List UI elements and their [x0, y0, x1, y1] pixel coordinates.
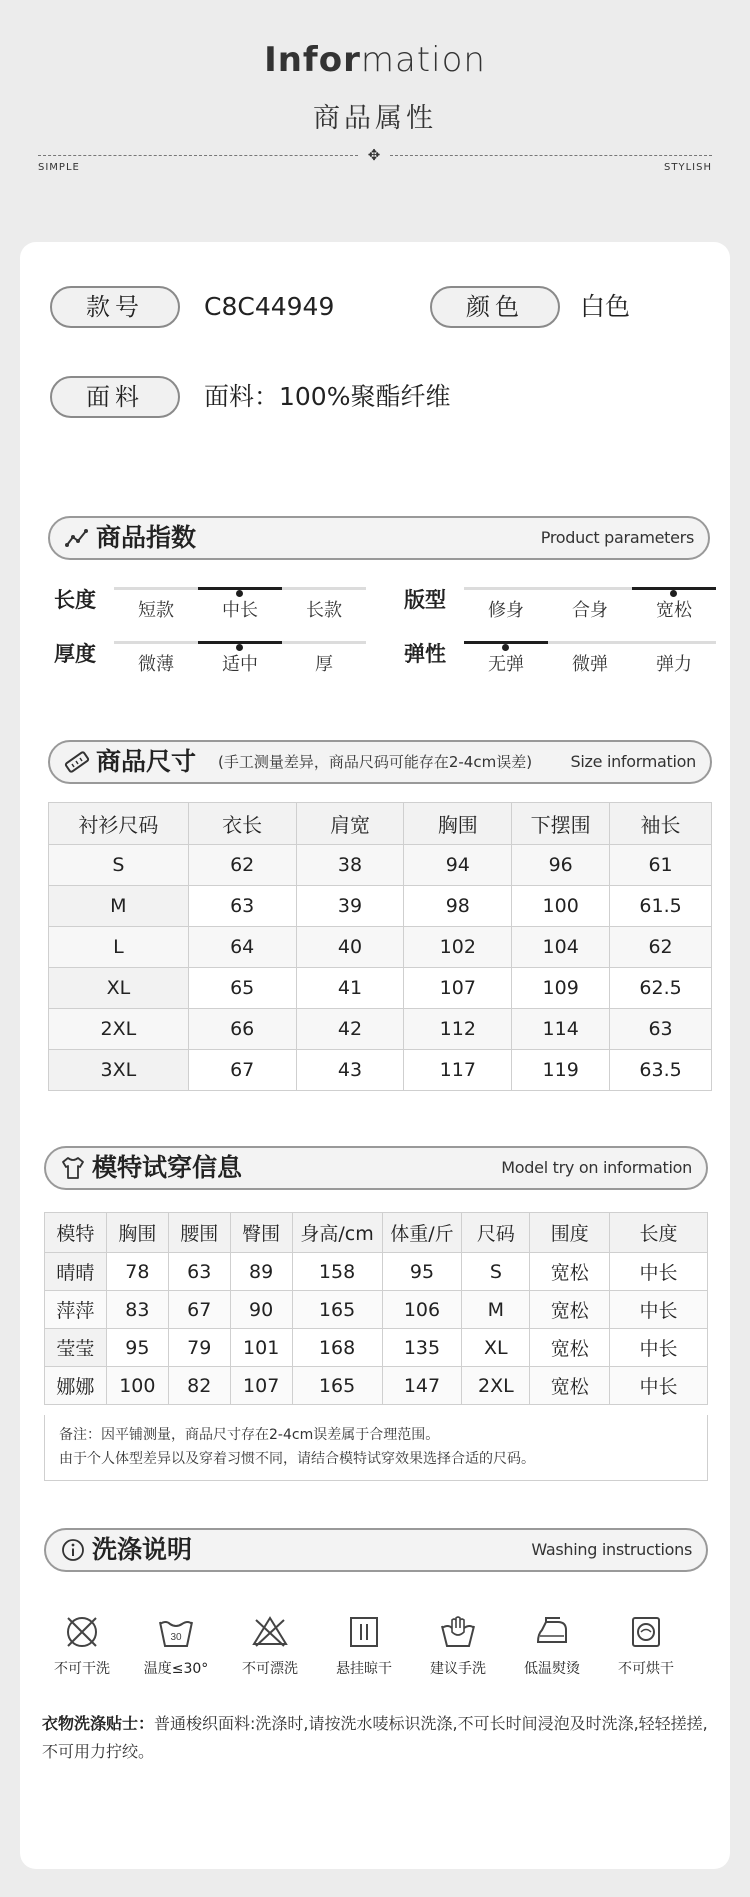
table-cell: 62: [610, 927, 712, 968]
index-option: 修身: [488, 600, 524, 621]
index-label: 弹性: [404, 642, 446, 666]
wash-label: 悬挂晾干: [336, 1661, 392, 1677]
table-header: 腰围: [168, 1213, 230, 1253]
table-cell: 90: [230, 1291, 292, 1329]
wash-tips: [42, 1710, 708, 1766]
size-info-note: (手工测量差异，商品尺码可能存在2-4cm误差): [218, 753, 533, 771]
style-no-label: 款号: [50, 286, 180, 328]
table-cell: 40: [296, 927, 404, 968]
table-row: [45, 1291, 708, 1329]
wash-label: 温度≤30°: [143, 1661, 209, 1677]
washing-header: [44, 1528, 708, 1572]
ruler-icon: [64, 749, 90, 775]
table-header: 长度: [610, 1213, 708, 1253]
model-info-title: 模特试穿信息: [92, 1153, 243, 1182]
table-cell: 67: [188, 1050, 296, 1091]
table-cell: 62: [188, 845, 296, 886]
table-header: 围度: [530, 1213, 610, 1253]
size-table: [48, 802, 712, 1091]
model-info-header: [44, 1146, 708, 1190]
info-icon: [60, 1537, 86, 1563]
table-cell: 101: [230, 1329, 292, 1367]
table-cell: 82: [168, 1367, 230, 1405]
wash-tips-label: 衣物洗涤贴士：: [42, 1714, 155, 1733]
index-label: 长度: [54, 588, 96, 612]
index-option: 合身: [572, 600, 608, 621]
table-cell: 89: [230, 1253, 292, 1291]
product-index-header: [48, 516, 710, 560]
table-cell: 106: [382, 1291, 462, 1329]
table-cell: 114: [512, 1009, 610, 1050]
index-option-selected: 无弹: [488, 654, 524, 675]
table-cell: 104: [512, 927, 610, 968]
index-option: 微弹: [572, 654, 608, 675]
wash-item: [230, 1612, 310, 1678]
table-cell: 135: [382, 1329, 462, 1367]
model-table: [44, 1212, 708, 1405]
table-cell: 96: [512, 845, 610, 886]
header-divider-left: [38, 155, 358, 156]
crosshair-icon: ✥: [367, 146, 381, 164]
washing-title: 洗涤说明: [92, 1535, 193, 1564]
shirt-icon: [60, 1155, 86, 1181]
table-cell: 66: [188, 1009, 296, 1050]
index-option: 长款: [306, 600, 342, 621]
table-cell: S: [462, 1253, 530, 1291]
table-cell: 64: [188, 927, 296, 968]
table-row: [49, 968, 712, 1009]
table-cell: M: [462, 1291, 530, 1329]
table-cell: S: [49, 845, 189, 886]
wash-30-icon: [156, 1612, 196, 1652]
size-info-header: [48, 740, 712, 784]
remark-line: 由于个人体型差异以及穿着习惯不同，请结合模特试穿效果选择合适的尺码。: [59, 1451, 535, 1467]
fabric-value: 面料：100%聚酯纤维: [204, 382, 451, 411]
wash-label: 建议手洗: [430, 1661, 486, 1677]
table-header-row: [49, 803, 712, 845]
index-label: 厚度: [54, 642, 96, 666]
table-cell: 100: [512, 886, 610, 927]
wash-temp-text: 30: [170, 1632, 182, 1643]
wash-item: [418, 1612, 498, 1678]
style-no-value: C8C44949: [204, 292, 335, 321]
table-cell: 95: [106, 1329, 168, 1367]
index-option-selected: 适中: [222, 654, 258, 675]
table-header: 胸围: [404, 803, 512, 845]
index-option: 厚: [315, 654, 333, 675]
table-header: 肩宽: [296, 803, 404, 845]
table-header: 臀围: [230, 1213, 292, 1253]
wash-label: 不可漂洗: [242, 1661, 298, 1677]
table-cell: 168: [292, 1329, 382, 1367]
table-cell: 39: [296, 886, 404, 927]
table-cell: XL: [462, 1329, 530, 1367]
no-dry-clean-icon: [62, 1612, 102, 1652]
trend-line-icon: [64, 525, 90, 551]
table-header: 模特: [45, 1213, 107, 1253]
wash-tips-text: 普通梭织面料:洗涤时,请按洗水唛标识洗涤,不可长时间浸泡及时洗涤,轻轻搓搓,不可用力拧绞。: [42, 1714, 708, 1761]
wash-label: 不可烘干: [618, 1661, 674, 1677]
header-divider-right: [390, 155, 712, 156]
table-cell: 萍萍: [45, 1291, 107, 1329]
table-cell: XL: [49, 968, 189, 1009]
table-cell: 98: [404, 886, 512, 927]
header-title: Information: [264, 40, 486, 80]
table-header: 衣长: [188, 803, 296, 845]
index-option-selected: 宽松: [656, 600, 692, 621]
table-cell: 100: [106, 1367, 168, 1405]
wash-item: [606, 1612, 686, 1678]
wash-item: [324, 1612, 404, 1678]
table-cell: 94: [404, 845, 512, 886]
table-header: 袖长: [610, 803, 712, 845]
table-cell: 宽松: [530, 1367, 610, 1405]
table-cell: 中长: [610, 1367, 708, 1405]
product-index-title: 商品指数: [96, 523, 197, 552]
table-cell: 119: [512, 1050, 610, 1091]
model-info-title-en: Model try on information: [501, 1158, 692, 1177]
table-cell: 158: [292, 1253, 382, 1291]
table-cell: 107: [230, 1367, 292, 1405]
size-info-title: 商品尺寸: [96, 747, 197, 776]
table-cell: 61: [610, 845, 712, 886]
table-cell: 宽松: [530, 1329, 610, 1367]
wash-item: [512, 1612, 592, 1678]
table-header: 衬衫尺码: [49, 803, 189, 845]
table-cell: 109: [512, 968, 610, 1009]
table-cell: 3XL: [49, 1050, 189, 1091]
table-cell: 宽松: [530, 1291, 610, 1329]
index-option-selected: 中长: [222, 600, 258, 621]
table-cell: 63: [188, 886, 296, 927]
model-remark: [44, 1415, 708, 1481]
size-info-title-en: Size information: [570, 752, 696, 771]
wash-label: 低温熨烫: [524, 1661, 580, 1677]
table-cell: 娜娜: [45, 1367, 107, 1405]
table-row: [49, 927, 712, 968]
table-row: [49, 1009, 712, 1050]
color-value: 白色: [580, 292, 631, 321]
table-cell: 112: [404, 1009, 512, 1050]
fabric-label: 面料: [50, 376, 180, 418]
table-row: [49, 845, 712, 886]
header-right-tag: STYLISH: [664, 162, 712, 173]
table-cell: 中长: [610, 1329, 708, 1367]
index-label: 版型: [404, 588, 446, 612]
wash-item: [136, 1612, 216, 1678]
table-cell: M: [49, 886, 189, 927]
no-tumble-dry-icon: [626, 1612, 666, 1652]
product-info-card: [20, 242, 730, 1869]
header-left-tag: SIMPLE: [38, 162, 80, 173]
table-cell: 165: [292, 1367, 382, 1405]
table-cell: 晴晴: [45, 1253, 107, 1291]
table-cell: 43: [296, 1050, 404, 1091]
header: [0, 0, 750, 200]
table-row: [45, 1329, 708, 1367]
table-cell: 95: [382, 1253, 462, 1291]
table-cell: 107: [404, 968, 512, 1009]
hang-dry-icon: [344, 1612, 384, 1652]
table-cell: 65: [188, 968, 296, 1009]
table-cell: 中长: [610, 1291, 708, 1329]
table-cell: 79: [168, 1329, 230, 1367]
table-cell: 165: [292, 1291, 382, 1329]
no-bleach-icon: [250, 1612, 290, 1652]
table-cell: 147: [382, 1367, 462, 1405]
table-cell: 41: [296, 968, 404, 1009]
index-option: 弹力: [656, 654, 692, 675]
table-cell: 宽松: [530, 1253, 610, 1291]
table-header: 身高/cm: [292, 1213, 382, 1253]
table-cell: 38: [296, 845, 404, 886]
hand-wash-icon: [438, 1612, 478, 1652]
table-cell: 莹莹: [45, 1329, 107, 1367]
table-cell: 83: [106, 1291, 168, 1329]
product-index-title-en: Product parameters: [540, 528, 694, 547]
table-header: 尺码: [462, 1213, 530, 1253]
table-cell: 2XL: [49, 1009, 189, 1050]
table-row: [49, 1050, 712, 1091]
table-row: [45, 1253, 708, 1291]
table-header: 体重/斤: [382, 1213, 462, 1253]
wash-item: [42, 1612, 122, 1678]
table-cell: 102: [404, 927, 512, 968]
table-cell: 117: [404, 1050, 512, 1091]
color-label: 颜色: [430, 286, 560, 328]
table-cell: 61.5: [610, 886, 712, 927]
index-option: 微薄: [138, 654, 174, 675]
table-header: 下摆围: [512, 803, 610, 845]
wash-label: 不可干洗: [54, 1661, 110, 1677]
index-option: 短款: [138, 600, 174, 621]
header-subtitle: 商品属性: [313, 103, 437, 134]
table-cell: 63: [168, 1253, 230, 1291]
table-cell: 42: [296, 1009, 404, 1050]
table-cell: 中长: [610, 1253, 708, 1291]
table-header: 胸围: [106, 1213, 168, 1253]
remark-line: 备注：因平铺测量，商品尺寸存在2-4cm误差属于合理范围。: [59, 1427, 440, 1443]
table-cell: 78: [106, 1253, 168, 1291]
table-header-row: [45, 1213, 708, 1253]
table-cell: 63.5: [610, 1050, 712, 1091]
low-iron-icon: [532, 1612, 572, 1652]
table-cell: 63: [610, 1009, 712, 1050]
table-cell: L: [49, 927, 189, 968]
table-row: [49, 886, 712, 927]
table-cell: 67: [168, 1291, 230, 1329]
table-cell: 62.5: [610, 968, 712, 1009]
table-cell: 2XL: [462, 1367, 530, 1405]
washing-title-en: Washing instructions: [531, 1540, 692, 1559]
table-row: [45, 1367, 708, 1405]
